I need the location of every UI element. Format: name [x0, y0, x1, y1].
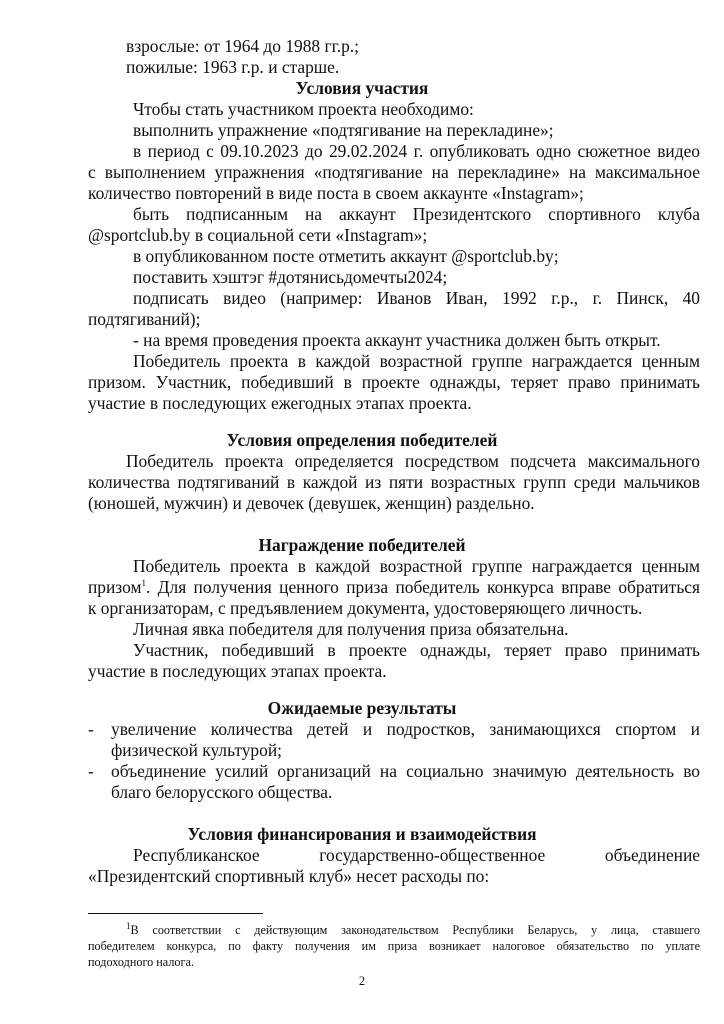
results-item: объединение усилий организаций на социально значимую деятельность во	[111, 761, 700, 781]
awards-line-part: призом	[88, 577, 142, 597]
footnote-line: подоходного налога.	[88, 955, 194, 969]
participation-line: в опубликованном посте отметить аккаунт @sportclub.by;	[133, 246, 559, 266]
awards-heading: Награждение победителей	[258, 535, 466, 555]
age-group-adults: взрослые: от 1964 до 1988 гг.р.;	[126, 36, 359, 56]
footnote-line: победителем конкурса, по факту получения им приза возникает налоговое обязательство по уплате	[88, 939, 700, 953]
awards-line: Победитель проекта в каждой возрастной группе награждается ценным	[133, 556, 700, 576]
participation-line: подписать видео (например: Иванов Иван, 1992 г.р., г. Пинск, 40	[133, 288, 700, 308]
results-item-continuation: физической культурой;	[111, 740, 282, 760]
winners-line: количества подтягиваний в каждой из пяти возрастных групп среди мальчиков	[88, 472, 700, 492]
participation-line: в период с 09.10.2023 до 29.02.2024 г. опубликовать одно сюжетное видео	[133, 141, 700, 161]
results-item: увеличение количества детей и подростков, занимающихся спортом и	[111, 719, 700, 739]
winners-heading: Условия определения победителей	[226, 430, 498, 450]
participation-line: Чтобы стать участником проекта необходимо:	[133, 99, 474, 119]
awards-line-part: . Для получения ценного приза победитель конкурса вправе обратиться	[145, 577, 700, 597]
financing-line: Республиканское государственно-общественное объединение	[133, 845, 700, 865]
participation-line: Победитель проекта в каждой возрастной группе награждается ценным	[133, 351, 700, 371]
footnote-separator	[88, 913, 263, 914]
bullet-dash: -	[88, 761, 94, 781]
financing-line: «Президентский спортивный клуб» несет расходы по:	[88, 866, 490, 886]
awards-line: участие в последующих этапах проекта.	[88, 661, 387, 681]
awards-line-with-footnote	[88, 577, 700, 597]
results-item-continuation: благо белорусского общества.	[111, 782, 333, 802]
bullet-dash: -	[88, 719, 94, 739]
participation-line: количество повторений в виде поста в своем аккаунте «Instagram»;	[88, 183, 584, 203]
participation-line: - на время проведения проекта аккаунт участника должен быть открыт.	[133, 330, 661, 350]
participation-line: быть подписанным на аккаунт Президентского спортивного клуба	[133, 204, 700, 224]
participation-line: выполнить упражнение «подтягивание на перекладине»;	[133, 120, 554, 140]
financing-heading: Условия финансирования и взаимодействия	[187, 824, 537, 844]
participation-line: подтягиваний);	[88, 309, 201, 329]
awards-line: к организаторам, с предъявлением документа, удостоверяющего личность.	[88, 598, 643, 618]
participation-line: участие в последующих ежегодных этапах проекта.	[88, 393, 472, 413]
participation-line: с выполнением упражнения «подтягивание на перекладине» на максимальное	[88, 162, 700, 182]
footnote-line	[126, 922, 700, 938]
participation-line: @sportclub.by в социальной сети «Instagram»;	[88, 225, 428, 245]
page-number: 2	[358, 974, 366, 988]
age-group-elderly: пожилые: 1963 г.р. и старше.	[126, 57, 340, 77]
participation-line: призом. Участник, победивший в проекте однажды, теряет право принимать	[88, 372, 700, 392]
participation-heading: Условия участия	[295, 78, 429, 98]
footnote-text: В соответствии с действующим законодательством Республики Беларусь, у лица, ставшего	[130, 923, 700, 937]
results-heading: Ожидаемые результаты	[267, 698, 457, 718]
awards-line: Личная явка победителя для получения приза обязательна.	[133, 619, 569, 639]
winners-line: Победитель проекта определяется посредством подсчета максимального	[126, 451, 700, 471]
participation-line: поставить хэштэг #дотянисьдомечты2024;	[133, 267, 448, 287]
footnote-reference: 1	[141, 578, 146, 589]
footnote-mark: 1	[126, 920, 131, 931]
winners-line: (юношей, мужчин) и девочек (девушек, женщин) раздельно.	[88, 493, 535, 513]
awards-line: Участник, победивший в проекте однажды, теряет право принимать	[133, 640, 700, 660]
